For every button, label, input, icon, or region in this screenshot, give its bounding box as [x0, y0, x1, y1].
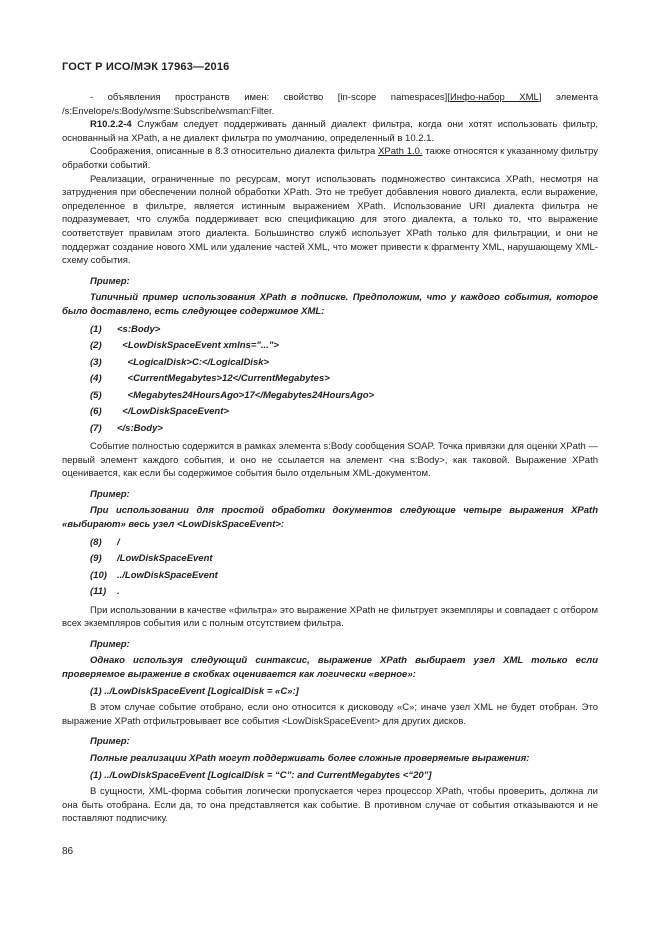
code-line: [62, 421, 598, 438]
requirement-label: R10.2.2-4: [90, 119, 132, 131]
code-line: [62, 584, 598, 601]
code-listing: [62, 322, 598, 438]
xml-infoset-link[interactable]: Инфо-набор XML: [449, 92, 539, 103]
line-number: (6): [90, 406, 102, 417]
example-label: Пример:: [90, 275, 130, 287]
page-body: [62, 91, 598, 826]
code-line: [62, 568, 598, 585]
example-label: Пример:: [90, 638, 130, 650]
code-line: [62, 355, 598, 372]
code-text: <Megabytes24HoursAgo>17</Megabytes24HoursAgo>: [117, 389, 375, 401]
text: Соображения, описанные в 8.3 относительно диалекта фильтра: [90, 146, 379, 158]
text: - объявления пространств имен: свойство [in-scope namespaces][: [90, 92, 450, 103]
code-line: [62, 535, 598, 552]
code-line: [62, 338, 598, 355]
paragraph-namespaces: [62, 91, 598, 118]
example-intro: Типичный пример использования XPath в подписке. Предположим, что у каждого события, которое было доставлено, есть следующее содержимое XML:: [62, 292, 598, 317]
code-line: (1) ../LowDiskSpaceEvent [LogicalDisk = “C”: and CurrentMegabytes <“20”]: [90, 769, 432, 781]
requirement-paragraph: [62, 118, 598, 145]
paragraph-xpath-considerations: [62, 145, 598, 172]
line-number: (8): [90, 536, 102, 548]
text: также относятся к указанному фильтру обработки событий.: [62, 146, 598, 171]
line-number: (9): [90, 553, 102, 565]
code-text: ../LowDiskSpaceEvent: [117, 569, 218, 581]
example-intro: Однако используя следующий синтаксис, выражение XPath выбирает узел XML только если проверяемое выражение в скобках оценивается как логически «верное»:: [62, 655, 598, 680]
example-intro: Полные реализации XPath могут поддерживать более сложные проверяемые выражения:: [90, 752, 530, 764]
paragraph-filter-usage: При использовании в качестве «фильтра» это выражение XPath не фильтрует экземпляры и совпадает с отбором всех экземпляров события или с полным отсутствием фильтра.: [62, 604, 598, 630]
line-number: (10): [90, 569, 107, 581]
code-text: <LowDiskSpaceEvent xmlns="...">: [117, 340, 279, 351]
code-text: /LowDiskSpaceEvent: [117, 553, 213, 565]
line-number: (11): [90, 586, 107, 598]
code-text: .: [117, 586, 120, 598]
example-intro: При использовании для простой обработки документов следующие четыре выражения XPath «выбирают» весь узел <LowDiskSpaceEvent>:: [62, 505, 598, 530]
line-number: (5): [90, 389, 102, 401]
document-header: ГОСТ Р ИСО/МЭК 17963—2016: [62, 61, 230, 73]
code-text: </LowDiskSpaceEvent>: [117, 406, 229, 417]
code-text: <s:Body>: [117, 323, 161, 335]
example-label: Пример:: [90, 488, 130, 500]
page-number: 86: [62, 846, 74, 857]
paragraph-disk-selection: В этом случае событие отобрано, если оно относится к дисководу «C»; иначе узел XML не будет отобран. Это выражение XPath отфильтровывает все события <LowDiskSpaceEvent> для других дисков.: [62, 702, 598, 727]
code-line: [62, 551, 598, 568]
code-line: [62, 404, 598, 421]
code-line: [62, 322, 598, 339]
line-number: (4): [90, 373, 102, 384]
code-text: </s:Body>: [117, 422, 163, 434]
requirement-text: Службам следует поддерживать данный диалект фильтра, когда они хотят использовать фильтр, основанный на XPath, а не диалект фильтра по умолчанию, определенный в 10.2.1.: [62, 119, 598, 144]
line-number: (2): [90, 340, 102, 351]
paragraph-implementations: Реализации, ограниченные по ресурсам, могут использовать подмножество синтаксиса XPath, несмотря на затруднения при обеспечении полной обработки XPath. Это не требует добавления нового диалекта, если выражение, определенное в фильтре, является истинным выражением XPath. Использование URI диалекта фильтра не подразумевает, что служба поддерживает всю спецификацию для этого диалекта, а только то, что выражение соответствует правилам этого диалекта. Большинство служб использует XPath только для фильтрации, и они не поддержат создание нового XML или удаление частей XML, что может привести к фрагменту XML, нарушающему XML-схему события.: [62, 173, 598, 267]
text: ] элемента /s:Envelope/s:Body/wsme:Subscribe/wsman:Filter.: [62, 92, 598, 117]
code-line: (1) ../LowDiskSpaceEvent [LogicalDisk = «C»:]: [90, 685, 299, 697]
line-number: (1): [90, 323, 102, 335]
code-line: [62, 371, 598, 388]
code-text: <LogicalDisk>C:</LogicalDisk>: [117, 356, 270, 368]
line-number: (3): [90, 356, 102, 368]
code-listing: [62, 535, 598, 601]
paragraph-soap-body: Событие полностью содержится в рамках элемента s:Body сообщения SOAP. Точка привязки для оценки XPath — первый элемент каждого события, и оно не ссылается на элемент <на s:Body>, как таковой. Выражение XPath оценивается, как если бы содержимое события было отдельным XML-документом.: [62, 441, 598, 480]
code-text: <CurrentMegabytes>12</CurrentMegabytes>: [117, 373, 330, 384]
code-text: /: [117, 536, 120, 548]
paragraph-xpath-processor: В сущности, XML-форма события логически пропускается через процессор XPath, чтобы проверить, должна ли она быть отобрана. Если да, то она представляется как событие. В противном случае от события отказываются и не поставляют подписчику.: [62, 786, 598, 825]
example-label: Пример:: [90, 736, 130, 748]
line-number: (7): [90, 422, 102, 434]
code-line: [62, 388, 598, 405]
xpath-link[interactable]: XPath 1.0.: [378, 146, 423, 158]
